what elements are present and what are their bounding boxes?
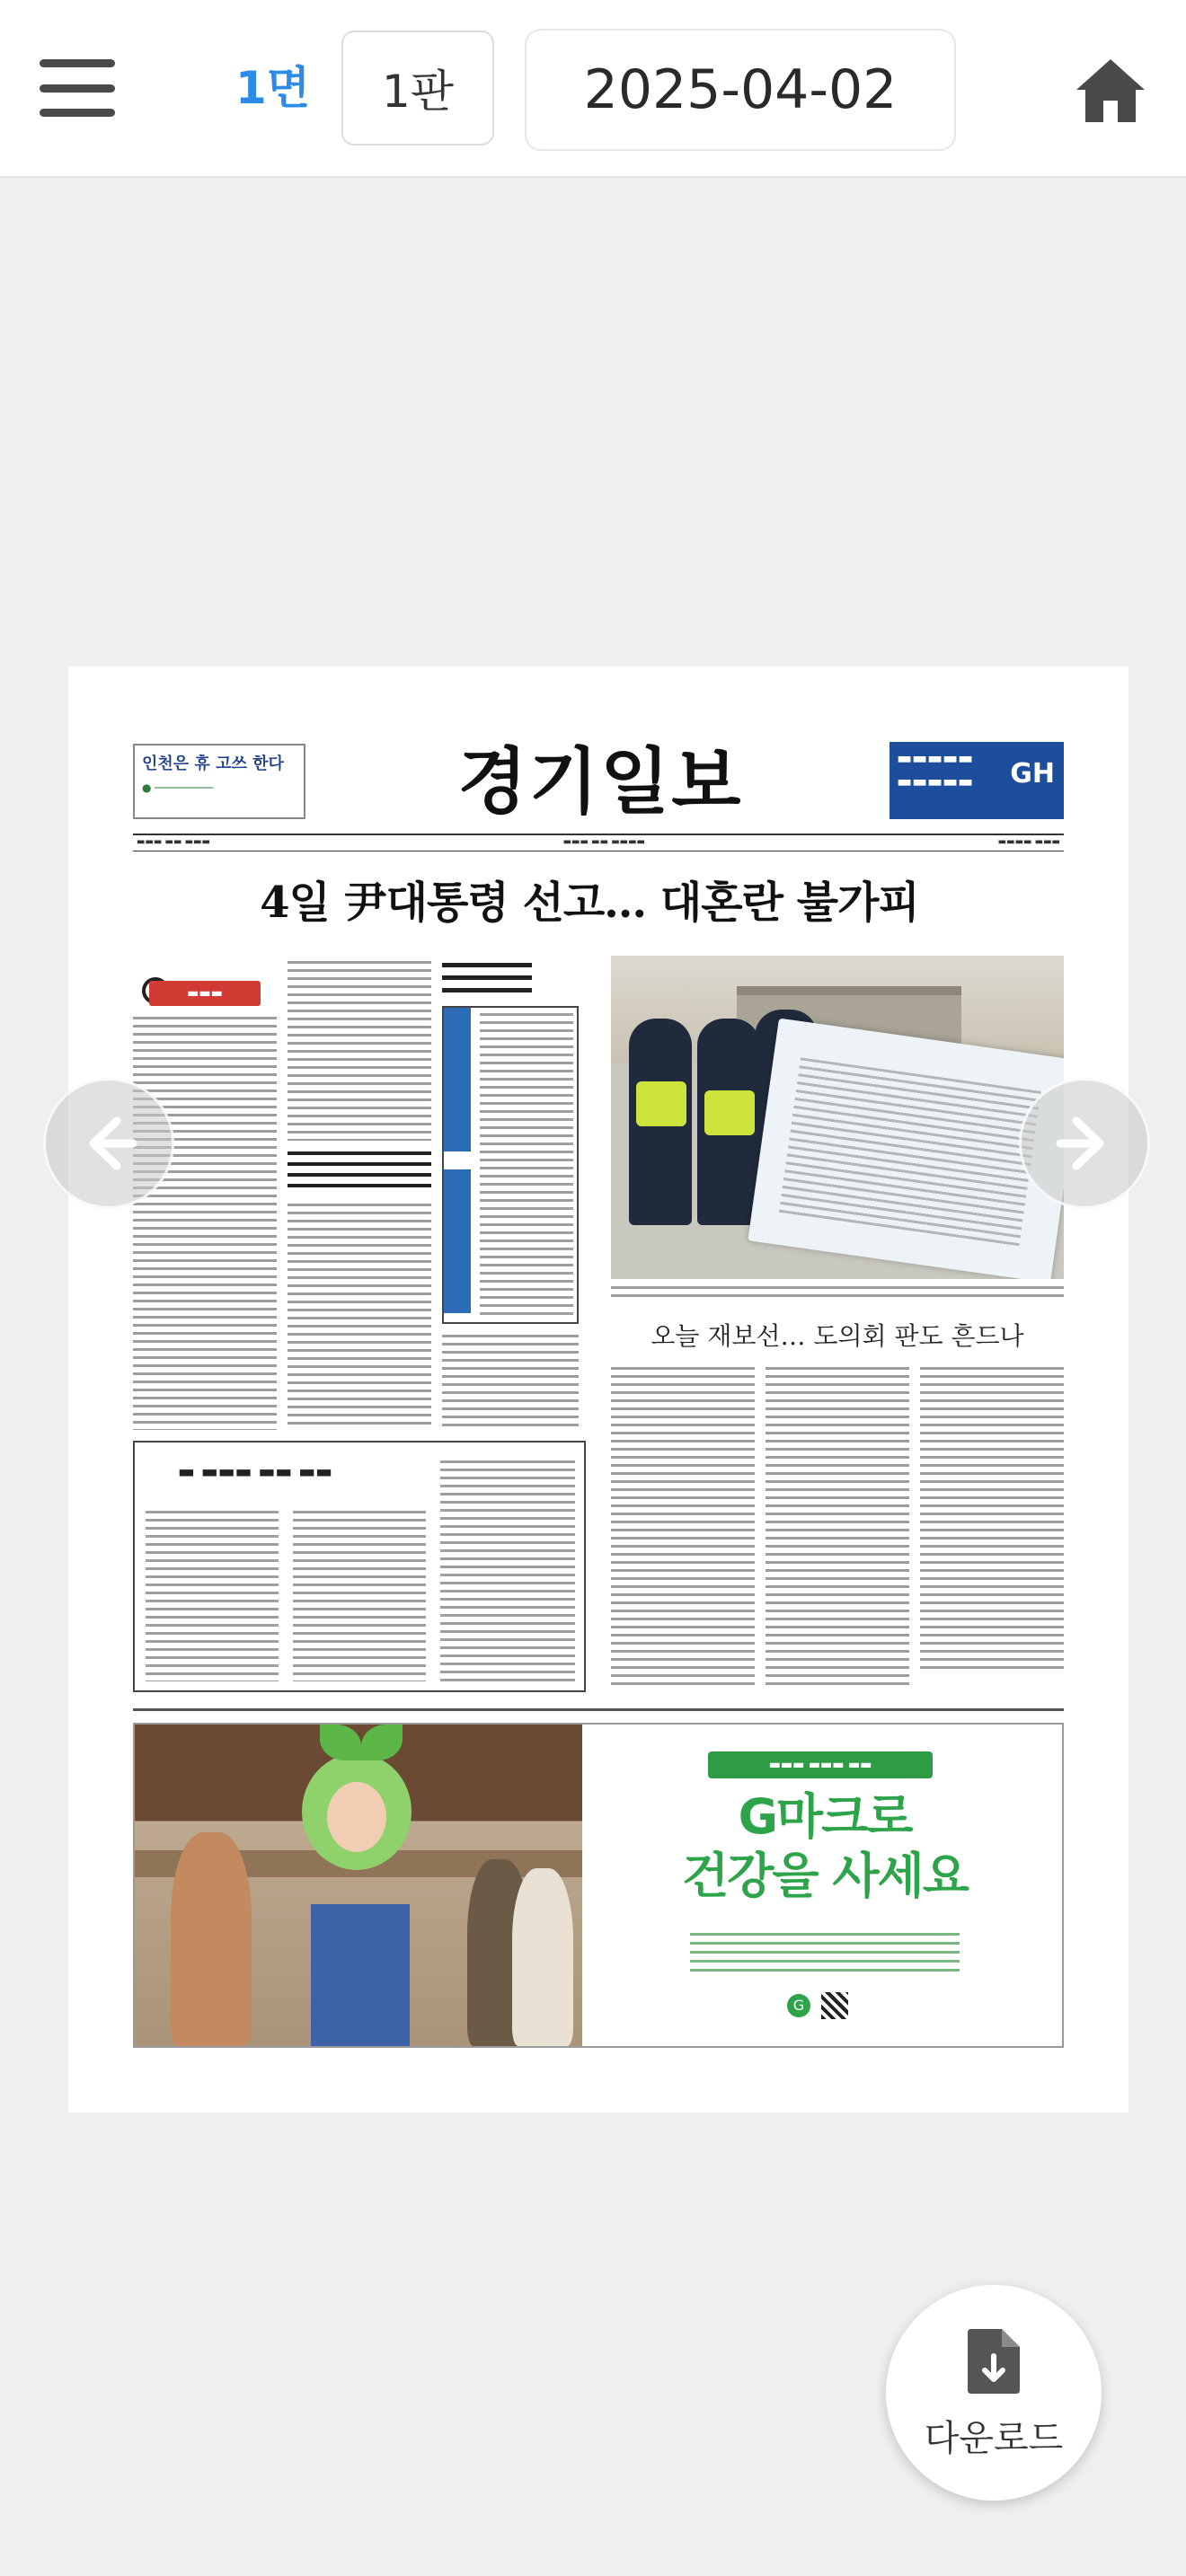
ad-ribbon: ▬▬▬ ▬▬▬ ▬▬	[708, 1751, 933, 1778]
inner-article-text	[146, 1511, 279, 1681]
hamburger-icon[interactable]	[40, 59, 115, 117]
ad-qr-code	[821, 1992, 848, 2019]
ad-small-text	[690, 1933, 960, 1978]
dateline-bar	[133, 834, 1064, 851]
ad-slogan-line2: 건강을 사세요	[682, 1848, 968, 1904]
newspaper-name: 경기일보	[457, 739, 743, 824]
article-text-col4	[611, 1367, 755, 1690]
edition-button[interactable]: 1판	[341, 31, 494, 146]
masthead-ad-right	[890, 742, 1064, 819]
side-box-band	[444, 1008, 471, 1151]
ad-logo-icon: G	[787, 1994, 810, 2017]
home-icon[interactable]	[1075, 56, 1146, 124]
arrow-right-icon	[1053, 1112, 1116, 1175]
section-badge: ▬▬▬	[149, 981, 261, 1006]
photo-vest	[636, 1081, 686, 1126]
section-rule	[133, 1708, 1064, 1711]
ad-text-area	[582, 1725, 1064, 2046]
ad-photo	[135, 1725, 582, 2046]
masthead-ad-left-sub: ● ─────────	[142, 781, 214, 794]
hamburger-line	[40, 109, 115, 117]
ad-mascot-face	[327, 1782, 386, 1852]
ad-slogan	[636, 1787, 1013, 1906]
ad-mascot-body	[311, 1904, 410, 2046]
side-box-text	[480, 1013, 573, 1319]
article-text-col6	[920, 1367, 1064, 1672]
dateline-right: ▬▬▬▬ ▬▬▬	[997, 837, 1060, 847]
side-box-title	[442, 963, 532, 999]
newspaper-page-image	[133, 737, 1064, 2048]
article-text-col1	[133, 1017, 277, 1430]
page-number-label[interactable]: 1면	[235, 62, 311, 114]
photo-document	[748, 1019, 1064, 1279]
dateline-center: ▬▬▬ ▬▬ ▬▬▬▬	[562, 837, 646, 847]
arrow-left-icon	[77, 1112, 140, 1175]
masthead-ad-left-title: 인천은 휴 고쓰 한다	[142, 754, 284, 773]
previous-page-button[interactable]	[43, 1078, 174, 1209]
article-text-col5	[766, 1367, 909, 1690]
article-pullquote	[288, 1151, 431, 1187]
main-headline	[133, 871, 1064, 934]
ad-person	[171, 1832, 252, 2046]
bottom-advertisement	[133, 1723, 1064, 2048]
article-text-col3	[442, 1335, 579, 1430]
article-text-col2a	[288, 961, 431, 1141]
inner-article-text	[293, 1511, 426, 1681]
article-text-col2b	[288, 1204, 431, 1430]
next-page-button[interactable]	[1019, 1078, 1150, 1209]
ad-small-text-lines	[690, 1933, 960, 1978]
masthead	[133, 737, 1064, 826]
sub-headline: 오늘 재보선… 도의회 판도 흔드나	[651, 1321, 1024, 1351]
photo-caption	[611, 1286, 1064, 1299]
photo-vest	[704, 1090, 755, 1135]
photo-document-text	[778, 1057, 1040, 1251]
newspaper-page-viewer[interactable]	[68, 666, 1128, 2113]
top-bar	[0, 0, 1186, 178]
download-button[interactable]	[886, 2285, 1102, 2501]
masthead-ad-right-brand: GH	[1010, 758, 1055, 790]
file-download-icon	[962, 2325, 1025, 2397]
ad-mascot-leaf	[361, 1725, 403, 1760]
side-box	[442, 1006, 579, 1324]
side-box-band	[444, 1169, 471, 1313]
ad-slogan-line1: G마크로	[738, 1788, 912, 1845]
inner-article-text	[440, 1460, 575, 1681]
ad-person	[512, 1868, 573, 2046]
date-picker-button[interactable]: 2025-04-02	[525, 29, 956, 151]
dateline-left: ▬▬▬ ▬▬ ▬▬▬	[137, 837, 210, 847]
main-headline-text: 4일 尹대통령 선고… 대혼란 불가피	[260, 878, 919, 928]
hamburger-line	[40, 84, 115, 93]
masthead-ad-left	[133, 744, 305, 819]
download-label: 다운로드	[924, 2417, 1064, 2459]
inner-article-title: ▬ ▬▬▬ ▬▬ ▬▬	[178, 1460, 333, 1482]
masthead-ad-right-text: ▬▬▬▬▬ ▬▬▬▬▬	[897, 749, 974, 791]
inner-article-box	[133, 1441, 586, 1692]
ad-mascot-leaf	[320, 1725, 361, 1760]
hamburger-line	[40, 59, 115, 67]
main-photo	[611, 956, 1064, 1279]
